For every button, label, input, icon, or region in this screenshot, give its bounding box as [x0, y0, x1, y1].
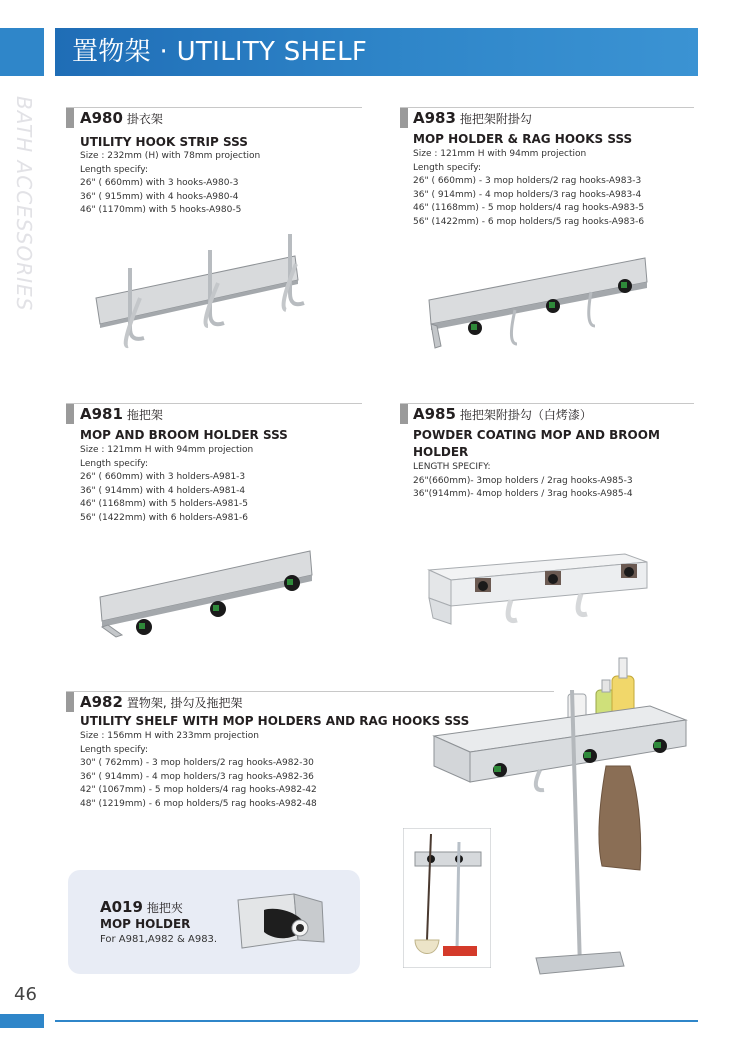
a981-specs [80, 444, 253, 525]
a980-spec-line: 46" (1170mm) with 5 hooks-A980-5 [80, 205, 242, 215]
a985-spec-line: LENGTH SPECIFY: [413, 462, 491, 472]
a980-spec-line: Length specify: [80, 164, 149, 175]
a019-code-text: A019 [100, 898, 143, 916]
a983-mop-rag-holder-image [425, 248, 655, 358]
a982-spec-line: 30" ( 762mm) - 3 mop holders/2 rag hooks-A982-30 [80, 758, 314, 768]
a982-marker [66, 692, 74, 712]
a983-rule [400, 107, 694, 108]
a980-product-name: UTILITY HOOK STRIP SSS [80, 135, 248, 149]
a983-chinese-name: 拖把架附掛勾 [459, 112, 532, 126]
a982-spec-line: Size : 156mm H with 233mm projection [80, 731, 259, 741]
footer-accent-block [0, 1014, 44, 1028]
a982-spec-line: 48" (1219mm) - 6 mop holders/5 rag hooks-A982-48 [80, 798, 317, 809]
a981-spec-line: 26" ( 660mm) with 3 holders-A981-3 [80, 472, 246, 482]
a983-code-text: A983 [413, 109, 456, 127]
installed-mop-holder-photo [403, 828, 491, 968]
a985-marker [400, 404, 408, 424]
a983-spec-line: Length specify: [413, 162, 482, 173]
a982-specs [80, 730, 317, 811]
a985-code [413, 405, 592, 423]
a980-spec-line: 36" ( 915mm) with 4 hooks-A980-4 [80, 191, 239, 202]
a981-code [80, 405, 163, 423]
a983-spec-line: 26" ( 660mm) - 3 mop holders/2 rag hooks-A983-3 [413, 176, 642, 186]
a019-chinese-name: 拖把夾 [146, 901, 183, 915]
a985-spec-line: 26"(660mm)- 3mop holders / 2rag hooks-A985-3 [413, 475, 633, 486]
a985-code-text: A985 [413, 405, 456, 423]
a981-product-name: MOP AND BROOM HOLDER SSS [80, 428, 288, 442]
side-category-label [4, 96, 40, 336]
a980-spec-line: 26" ( 660mm) with 3 hooks-A980-3 [80, 178, 239, 188]
a980-specs [80, 150, 260, 218]
a983-spec-line: 46" (1168mm) - 5 mop holders/4 rag hooks-A983-5 [413, 203, 645, 213]
a980-spec-line: Size : 232mm (H) with 78mm projection [80, 151, 261, 161]
a985-spec-line: 36"(914mm)- 4mop holders / 3rag hooks-A985-4 [413, 489, 633, 499]
a985-specs [413, 461, 633, 502]
a019-mop-clip-image [236, 892, 332, 952]
header-accent-block [0, 28, 44, 76]
a982-code-text: A982 [80, 693, 123, 711]
a982-chinese-name: 置物架, 掛勾及拖把架 [126, 696, 243, 710]
a981-chinese-name: 拖把架 [126, 408, 163, 422]
a981-spec-line: Size : 121mm H with 94mm projection [80, 445, 254, 455]
a980-hook-strip-image [90, 228, 310, 358]
a981-rule [66, 403, 362, 404]
a981-code-text: A981 [80, 405, 123, 423]
a980-marker [66, 108, 74, 128]
a019-compatibility-note: For A981,A982 & A983. [100, 934, 218, 945]
a983-product-name: MOP HOLDER & RAG HOOKS SSS [413, 132, 633, 146]
a981-spec-line: 46" (1168mm) with 5 holders-A981-5 [80, 499, 249, 509]
a985-chinese-name: 拖把架附掛勾（白烤漆） [459, 408, 592, 422]
a985-product-name-line2: HOLDER [413, 445, 469, 459]
a982-code [80, 693, 243, 711]
a982-spec-line: Length specify: [80, 744, 149, 755]
a019-code [100, 898, 183, 916]
a983-code [413, 109, 532, 127]
a981-spec-line: Length specify: [80, 458, 149, 469]
a980-rule [66, 107, 362, 108]
a983-specs [413, 148, 644, 229]
a983-spec-line: Size : 121mm H with 94mm projection [413, 149, 587, 159]
page-number: 46 [14, 984, 37, 1005]
side-category-text: BATH ACCESSORIES [12, 96, 36, 312]
a019-product-name: MOP HOLDER [100, 917, 191, 931]
a983-spec-line: 36" ( 914mm) - 4 mop holders/3 rag hooks-A983-4 [413, 189, 642, 200]
a981-spec-line: 56" (1422mm) with 6 holders-A981-6 [80, 512, 249, 523]
page-title: 置物架 · UTILITY SHELF [72, 37, 368, 67]
a981-spec-line: 36" ( 914mm) with 4 holders-A981-4 [80, 485, 246, 496]
a983-marker [400, 108, 408, 128]
a980-chinese-name: 掛衣架 [126, 112, 163, 126]
a981-marker [66, 404, 74, 424]
a980-code [80, 109, 163, 127]
a985-powder-coated-holder-image [425, 540, 655, 640]
a985-rule [400, 403, 694, 404]
a982-spec-line: 36" ( 914mm) - 4 mop holders/3 rag hooks-A982-36 [80, 771, 314, 782]
footer-rule [55, 1020, 698, 1022]
a981-mop-broom-holder-image [96, 545, 321, 650]
a983-spec-line: 56" (1422mm) - 6 mop holders/5 rag hooks-A983-6 [413, 216, 645, 227]
a982-product-name: UTILITY SHELF WITH MOP HOLDERS AND RAG HOOKS SSS [80, 714, 470, 728]
a980-code-text: A980 [80, 109, 123, 127]
a982-spec-line: 42" (1067mm) - 5 mop holders/4 rag hooks-A982-42 [80, 785, 317, 795]
a985-product-name-line1: POWDER COATING MOP AND BROOM [413, 428, 660, 442]
